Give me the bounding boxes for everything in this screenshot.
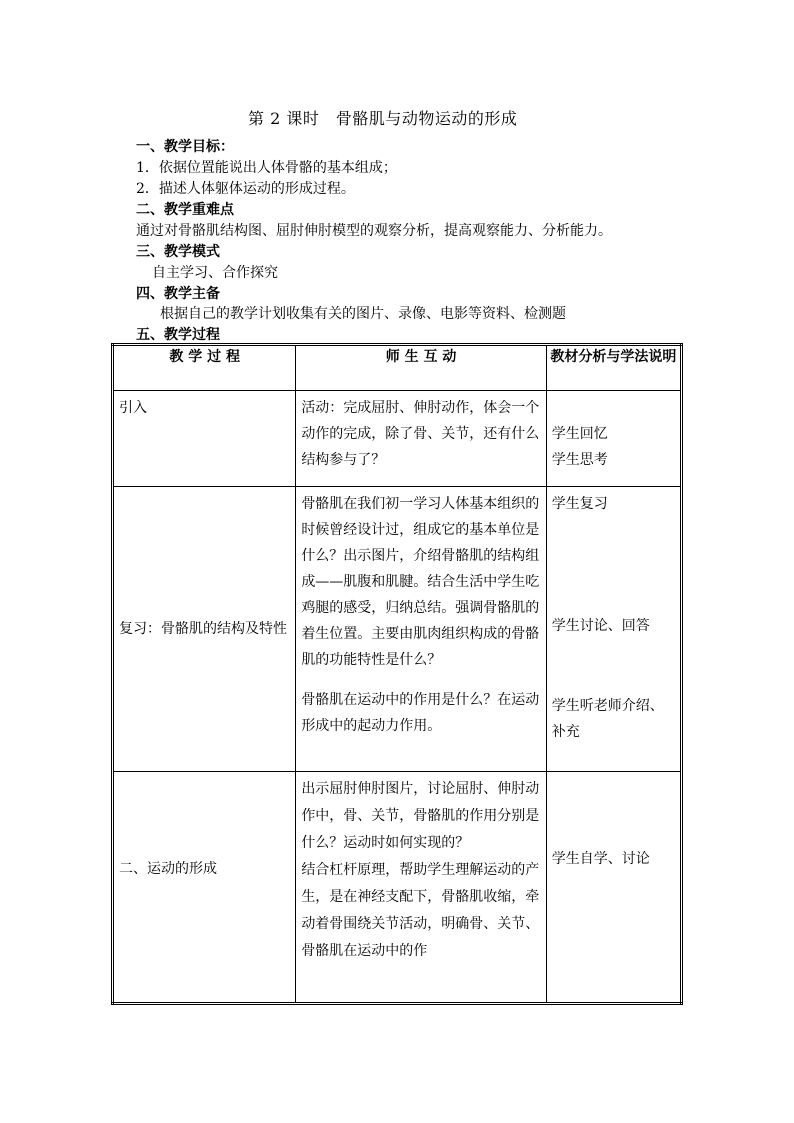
row-note: 学生讨论、回答	[551, 618, 650, 634]
objective-item-1: 1．依据位置能说出人体骨骼的基本组成；	[136, 160, 397, 176]
key-points-heading: 二、教学重难点	[136, 202, 234, 218]
row-process: 引入	[119, 400, 147, 416]
row-interaction: 活动：完成屈肘、伸肘动作，体会一个动作的完成，除了骨、关节，还有什么结构参与了？	[301, 400, 540, 468]
page-title: 第 2 课时 骨骼肌与动物运动的形成	[248, 109, 518, 128]
header-interaction: 师 生 互 动	[296, 345, 546, 391]
table-row	[113, 487, 682, 772]
row-interaction: 出示屈肘伸肘图片，讨论屈肘、伸肘动作中，骨、关节，骨骼肌的作用分别是什么？运动时如何实现的？	[301, 781, 540, 851]
teaching-mode-heading: 三、教学模式	[136, 244, 220, 260]
process-heading: 五、教学过程	[136, 327, 220, 343]
header-process: 教 学 过 程	[113, 345, 296, 391]
preparation-text: 根据自己的教学计划收集有关的图片、录像、电影等资料、检测题	[160, 306, 566, 322]
row-interaction: 骨骼肌在我们初一学习人体基本组织的时候曾经设计过，组成它的基本单位是什么？出示图片，介绍骨骼肌的结构组成——肌腹和肌腱。结合生活中学生吃鸡腿的感受，归纳总结。强调骨骼肌的着生位置。主要由肌肉组织构成的骨骼肌的功能特性是什么？	[301, 496, 540, 668]
row-interaction-2: 骨骼肌在运动中的作用是什么？在运动形成中的起动力作用。	[301, 692, 540, 734]
teaching-process-table	[111, 343, 683, 1005]
row-note: 学生自学、讨论	[551, 851, 650, 867]
row-note: 学生思考	[551, 452, 608, 468]
row-process: 二、运动的形成	[119, 861, 217, 877]
header-notes: 教材分析与学法说明	[546, 345, 681, 391]
table-header-row	[113, 345, 682, 391]
row-interaction-2: 结合杠杆原理，帮助学生理解运动的产生，是在神经支配下，骨骼肌收缩，牵动着骨围绕关节活动，明确骨、关节、骨骼肌在运动中的作	[301, 862, 540, 959]
table-row	[113, 772, 682, 1004]
preparation-heading: 四、教学主备	[136, 286, 220, 302]
teaching-mode-text: 自主学习、合作探究	[152, 265, 278, 281]
row-note: 学生回忆	[551, 426, 608, 442]
row-note: 学生听老师介绍、补充	[551, 698, 664, 740]
row-process: 复习：骨骼肌的结构及特性	[119, 621, 287, 637]
table-row	[113, 391, 682, 487]
objective-item-2: 2．描述人体躯体运动的形成过程。	[136, 181, 355, 197]
key-points-text: 通过对骨骼肌结构图、屈肘伸肘模型的观察分析，提高观察能力、分析能力。	[136, 223, 612, 239]
objectives-heading: 一、教学目标：	[136, 139, 234, 155]
row-note: 学生复习	[551, 496, 608, 512]
